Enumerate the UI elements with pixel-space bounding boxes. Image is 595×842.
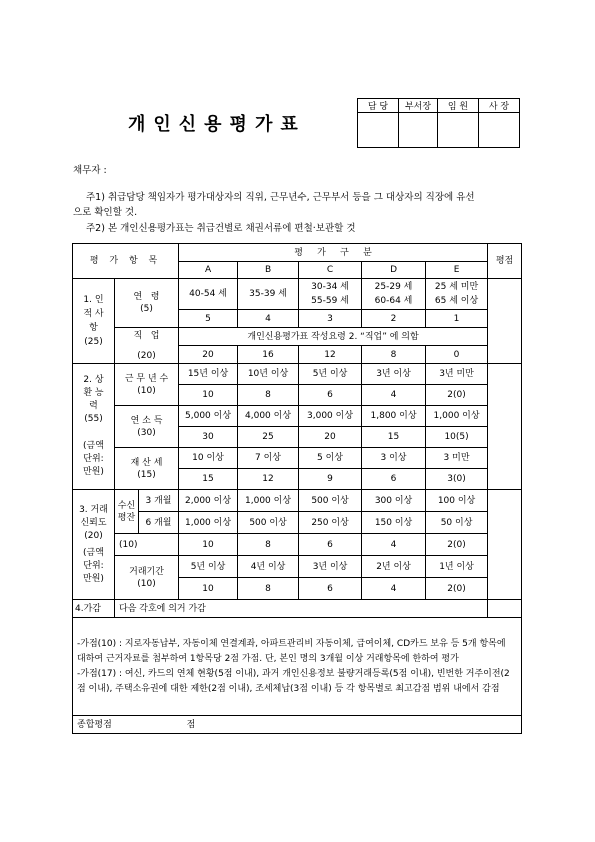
- period-a: 5년 이상: [179, 556, 238, 578]
- job-score-c: 12: [299, 346, 362, 364]
- income-a: 5,000 이상: [179, 406, 238, 427]
- tenure-score-e: 2(0): [426, 385, 488, 406]
- item-header: 평 가 항 목: [73, 244, 179, 279]
- adjustment-notes: [73, 618, 522, 716]
- approval-sign-cell[interactable]: [438, 113, 479, 148]
- assets-score-c: 9: [299, 469, 362, 490]
- deposit-score-c: 6: [299, 534, 362, 556]
- total-score-label: 종합평점: [77, 719, 112, 730]
- period-score-a: 10: [179, 578, 238, 600]
- income-score-b: 25: [238, 427, 299, 448]
- approval-header-manager: 담 당: [358, 99, 399, 113]
- age-c: 30-34 세 55-59 세: [299, 279, 362, 310]
- income-label: 연 소 득 (30): [115, 406, 179, 448]
- approval-sign-cell[interactable]: [479, 113, 520, 148]
- sec4-text: 다음 각호에 의거 가감: [115, 600, 488, 618]
- deposit-points: (10): [115, 534, 179, 556]
- period-e: 1년 이상: [426, 556, 488, 578]
- debtor-label: 채무자 :: [73, 165, 107, 176]
- deposit-3m-e: 100 이상: [426, 490, 488, 512]
- tenure-label: 근 무 년 수 (10): [115, 364, 179, 406]
- deposit-score-d: 4: [362, 534, 426, 556]
- period-score-d: 4: [362, 578, 426, 600]
- deposit-3m-label: 3 개월: [139, 490, 179, 512]
- score-cell-sec4[interactable]: [488, 600, 522, 618]
- deposit-3m-b: 1,000 이상: [238, 490, 299, 512]
- age-score-c: 3: [299, 310, 362, 328]
- assets-a: 10 이상: [179, 448, 238, 469]
- age-b: 35-39 세: [238, 279, 299, 310]
- assets-score-e: 3(0): [426, 469, 488, 490]
- deposit-3m-a: 2,000 이상: [179, 490, 238, 512]
- age-a: 40-54 세: [179, 279, 238, 310]
- age-score-a: 5: [179, 310, 238, 328]
- total-score-row[interactable]: [73, 716, 522, 734]
- income-c: 3,000 이상: [299, 406, 362, 427]
- age-d: 25-29 세 60-64 세: [362, 279, 426, 310]
- tenure-e: 3년 미만: [426, 364, 488, 385]
- approval-sign-cell[interactable]: [358, 113, 399, 148]
- tenure-score-d: 4: [362, 385, 426, 406]
- approval-sign-cell[interactable]: [399, 113, 438, 148]
- sec4-label: 4.가감: [73, 600, 115, 618]
- evaluation-table: [72, 243, 522, 734]
- assets-b: 7 이상: [238, 448, 299, 469]
- deposit-6m-d: 150 이상: [362, 512, 426, 534]
- deposit-score-b: 8: [238, 534, 299, 556]
- score-cell-sec1[interactable]: [488, 279, 522, 364]
- note-1: 주1) 취급담당 책임자가 평가대상자의 직위, 근무년수, 근무부서 등을 그 대상자의 직장에 유선: [86, 192, 475, 203]
- penalty-rule: -가점(17) : 여신, 카드의 연체 현황(5점 이내), 과거 개인신용정보 불량거래등록(5점 이내), 빈번한 거주이전(2점 이내), 주택소유권에 대한 제한(2점 이내), 조세체납(3점 이내) 등 각 항목별로 최고감점 범위 내에서 감점: [77, 668, 510, 694]
- assets-score-b: 12: [238, 469, 299, 490]
- assets-score-d: 6: [362, 469, 426, 490]
- sec2-label: 2. 상환 능력 (55) (금액 단위: 만원): [73, 364, 115, 490]
- income-b: 4,000 이상: [238, 406, 299, 427]
- period-score-c: 6: [299, 578, 362, 600]
- tenure-score-a: 10: [179, 385, 238, 406]
- job-score-a: 20: [179, 346, 238, 364]
- note-2: 주2) 본 개인신용평가표는 취급건별로 채권서류에 편철·보관할 것: [86, 223, 356, 234]
- deposit-3m-c: 500 이상: [299, 490, 362, 512]
- deposit-6m-e: 50 이상: [426, 512, 488, 534]
- sec3-label: 3. 거래 신뢰도 (20) (금액 단위: 만원): [73, 490, 115, 600]
- tenure-d: 3년 이상: [362, 364, 426, 385]
- age-e: 25 세 미만 65 세 이상: [426, 279, 488, 310]
- score-cell-sec3[interactable]: [488, 490, 522, 600]
- deposit-6m-b: 500 이상: [238, 512, 299, 534]
- income-score-d: 15: [362, 427, 426, 448]
- deposit-6m-label: 6 개월: [139, 512, 179, 534]
- income-score-a: 30: [179, 427, 238, 448]
- period-score-b: 8: [238, 578, 299, 600]
- approval-header-dept-head: 부서장: [399, 99, 438, 113]
- grade-a: A: [179, 262, 238, 279]
- deposit-label: 수신 평잔: [115, 490, 139, 534]
- age-score-e: 1: [426, 310, 488, 328]
- grade-e: E: [426, 262, 488, 279]
- total-score-unit: 점: [186, 719, 196, 730]
- age-score-d: 2: [362, 310, 426, 328]
- note-1-cont: 으로 확인할 것.: [73, 207, 138, 218]
- score-cell-sec2[interactable]: [488, 364, 522, 490]
- period-b: 4년 이상: [238, 556, 299, 578]
- assets-e: 3 미만: [426, 448, 488, 469]
- sec1-label: 1. 인적 사항 (25): [73, 279, 115, 364]
- period-label: 거래기간 (10): [115, 556, 179, 600]
- bonus-rule: -가점(10) : 지로자동납부, 자동이체 연결계좌, 아파트관리비 자동이체, 급여이체, CD카드 보유 등 5개 항목에 대하여 근거자료를 첨부하여 1항목당 2점 가점. 단, 본인 명의 3개월 이상 거래항목에 한하여 평가: [77, 638, 506, 664]
- income-score-c: 20: [299, 427, 362, 448]
- period-c: 3년 이상: [299, 556, 362, 578]
- assets-d: 3 이상: [362, 448, 426, 469]
- grade-c: C: [299, 262, 362, 279]
- tenure-c: 5년 이상: [299, 364, 362, 385]
- approval-box: [357, 98, 520, 148]
- age-score-b: 4: [238, 310, 299, 328]
- income-e: 1,000 이상: [426, 406, 488, 427]
- period-d: 2년 이상: [362, 556, 426, 578]
- tenure-a: 15년 이상: [179, 364, 238, 385]
- score-header: 평점: [488, 244, 522, 279]
- job-score-e: 0: [426, 346, 488, 364]
- approval-header-executive: 임 원: [438, 99, 479, 113]
- assets-label: 재 산 세 (15): [115, 448, 179, 490]
- deposit-3m-d: 300 이상: [362, 490, 426, 512]
- deposit-6m-c: 250 이상: [299, 512, 362, 534]
- approval-header-president: 사 장: [479, 99, 520, 113]
- grade-b: B: [238, 262, 299, 279]
- job-score-d: 8: [362, 346, 426, 364]
- tenure-b: 10년 이상: [238, 364, 299, 385]
- deposit-score-a: 10: [179, 534, 238, 556]
- job-score-b: 16: [238, 346, 299, 364]
- assets-score-a: 15: [179, 469, 238, 490]
- job-criteria: 개인신용평가표 작성요령 2. “직업” 에 의함: [179, 328, 488, 346]
- income-d: 1,800 이상: [362, 406, 426, 427]
- category-header: 평 가 구 분: [179, 244, 488, 262]
- tenure-score-c: 6: [299, 385, 362, 406]
- tenure-score-b: 8: [238, 385, 299, 406]
- grade-d: D: [362, 262, 426, 279]
- assets-c: 5 이상: [299, 448, 362, 469]
- page-title: 개인신용평가표: [128, 114, 306, 135]
- age-label: 연 령 (5): [115, 279, 179, 328]
- period-score-e: 2(0): [426, 578, 488, 600]
- job-label: 직 업 (20): [115, 328, 179, 364]
- income-score-e: 10(5): [426, 427, 488, 448]
- deposit-score-e: 2(0): [426, 534, 488, 556]
- deposit-6m-a: 1,000 이상: [179, 512, 238, 534]
